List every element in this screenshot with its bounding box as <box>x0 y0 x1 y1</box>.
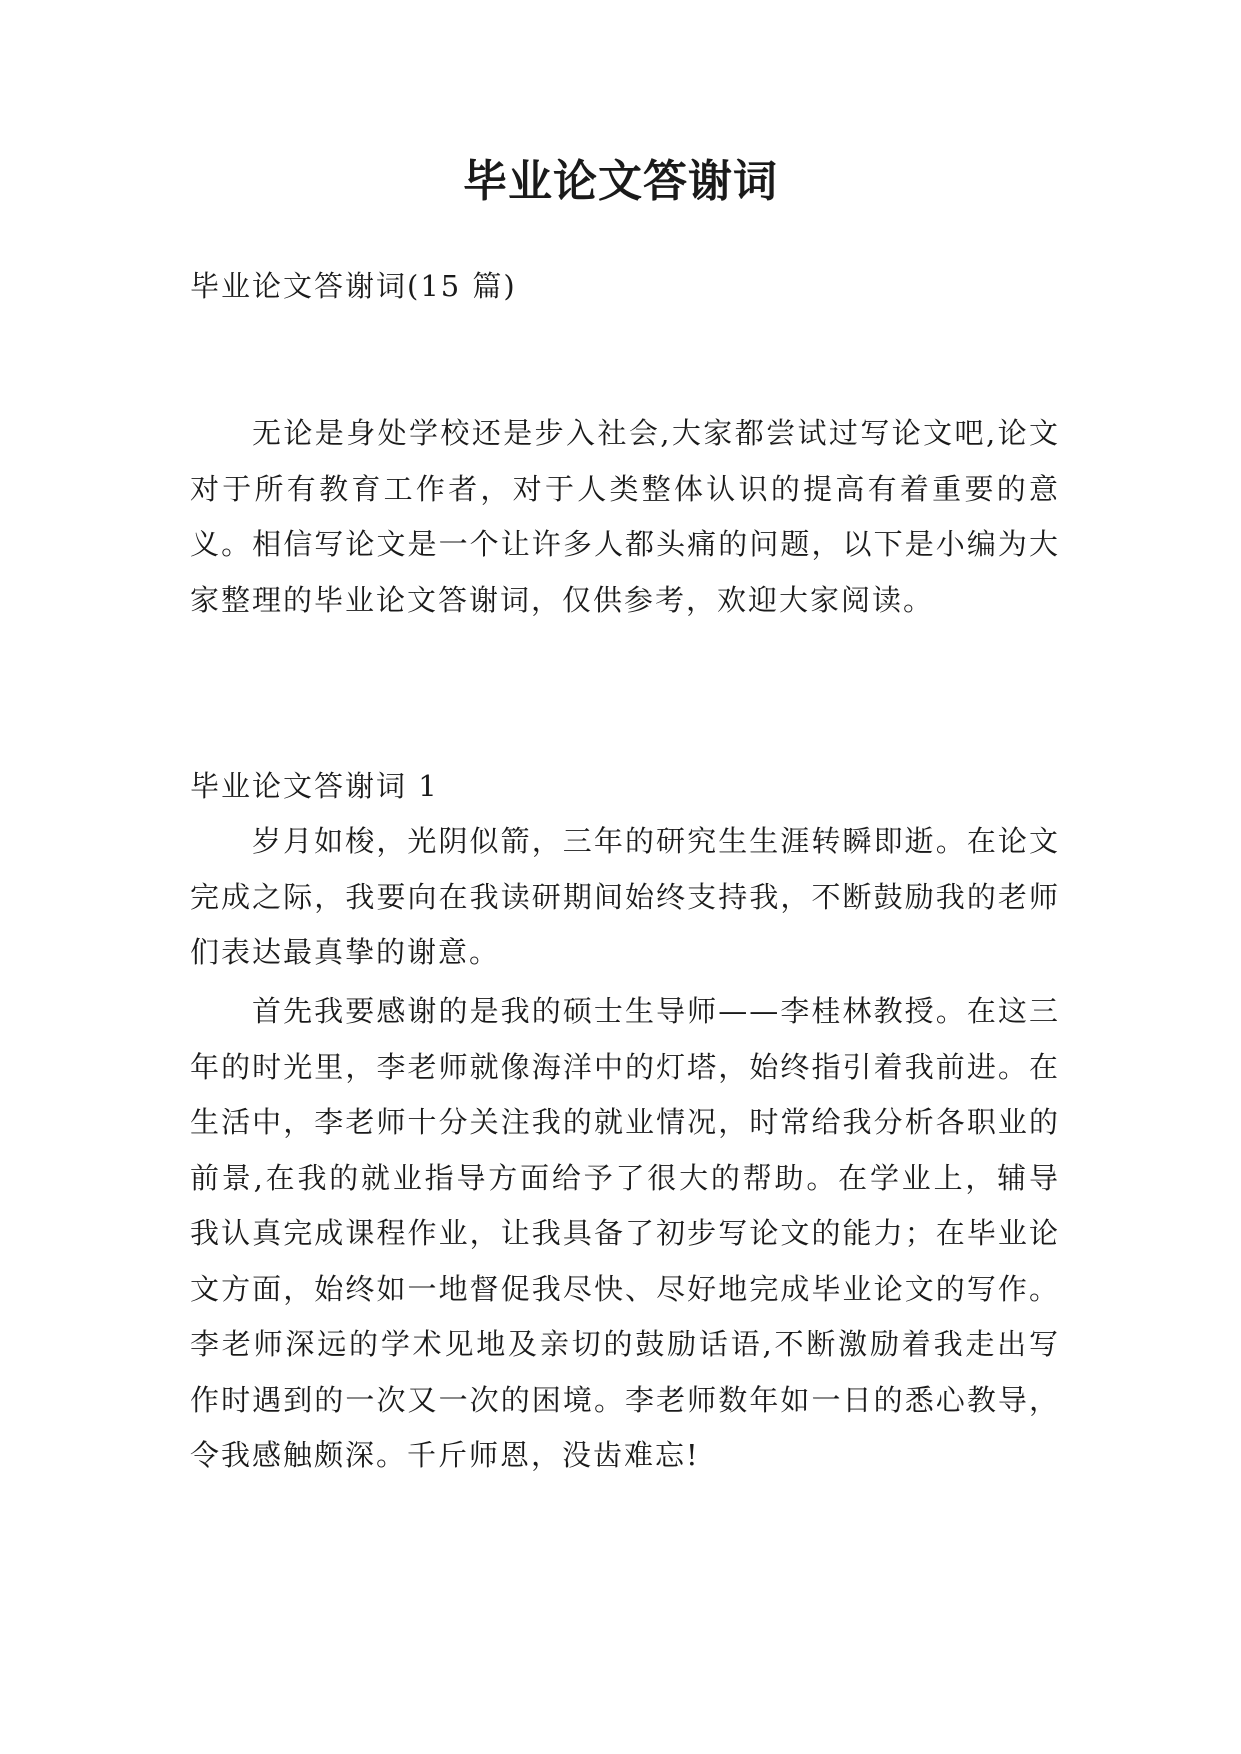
intro-paragraph: 无论是身处学校还是步入社会,大家都尝试过写论文吧,论文对于所有教育工作者，对于人类整体认识的提高有着重要的意义。相信写论文是一个让许多人都头痛的问题，以下是小编为大家整理的毕业论文答谢词，仅供参考，欢迎大家阅读。 <box>190 416 1060 617</box>
document-title: 毕业论文答谢词 <box>463 156 778 207</box>
section-heading: 毕业论文答谢词 1 <box>190 769 439 803</box>
body-paragraph: 岁月如梭，光阴似箭，三年的研究生生涯转瞬即逝。在论文完成之际，我要向在我读研期间始终支持我，不断鼓励我的老师们表达最真挚的谢意。 <box>190 824 1060 969</box>
document-subtitle: 毕业论文答谢词(15 篇) <box>190 269 517 303</box>
body-paragraph: 首先我要感谢的是我的硕士生导师——李桂林教授。在这三年的时光里，李老师就像海洋中的灯塔，始终指引着我前进。在生活中，李老师十分关注我的就业情况，时常给我分析各职业的前景,在我的就业指导方面给予了很大的帮助。在学业上，辅导我认真完成课程作业，让我具备了初步写论文的能力；在毕业论文方面，始终如一地督促我尽快、尽好地完成毕业论文的写作。李老师深远的学术见地及亲切的鼓励话语,不断激励着我走出写作时遇到的一次又一次的困境。李老师数年如一日的悉心教导，令我感触颇深。千斤师恩，没齿难忘! <box>190 994 1060 1472</box>
